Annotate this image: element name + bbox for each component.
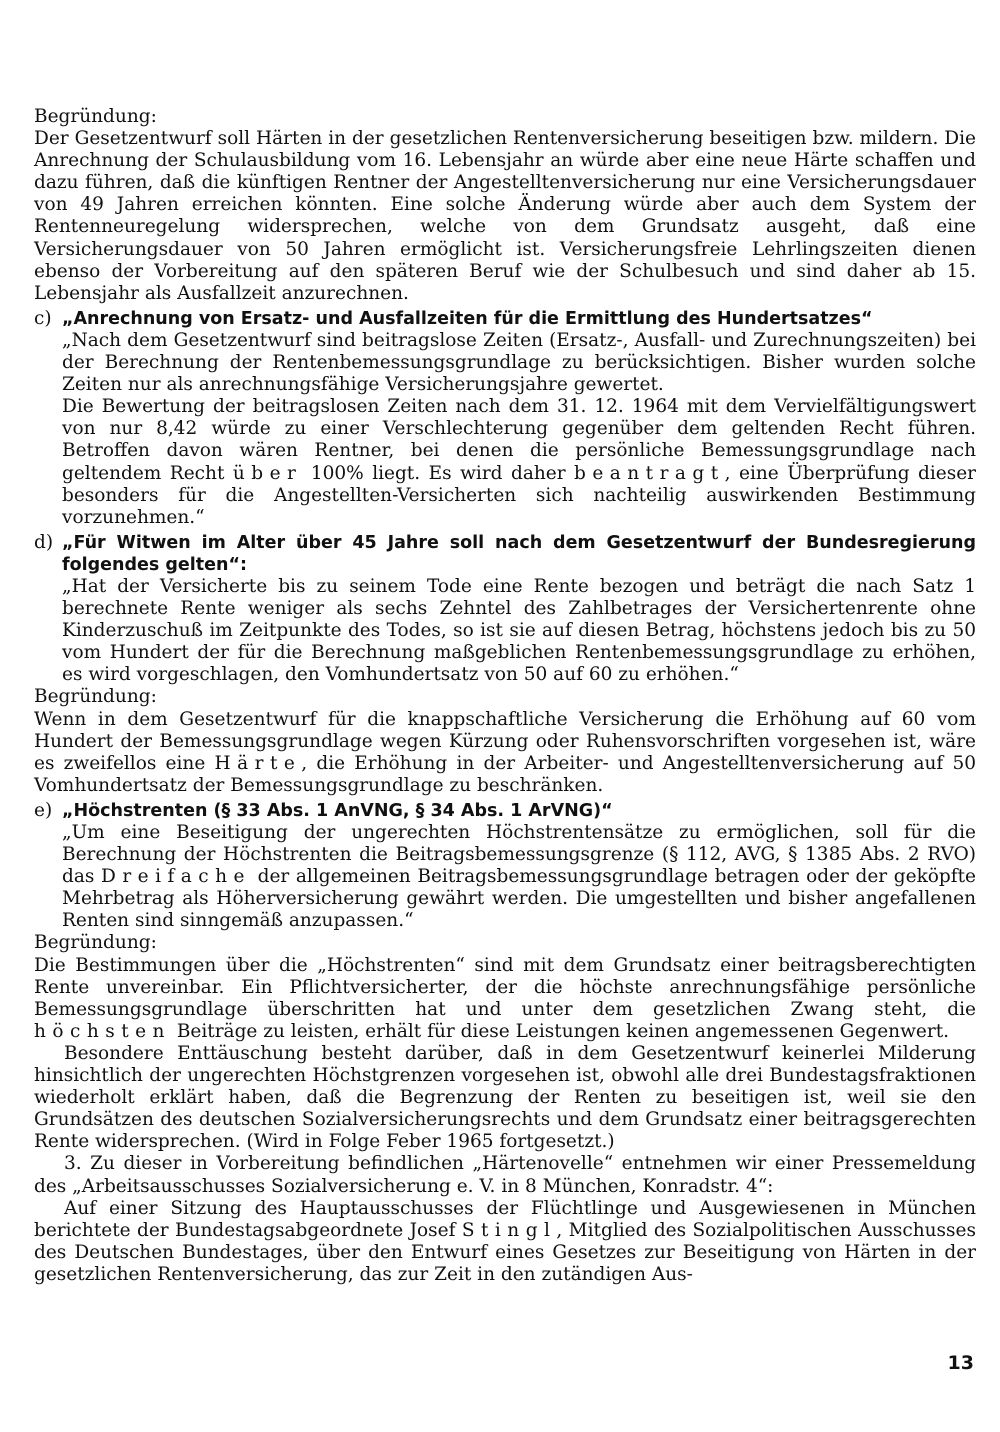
emph-ueber: über	[232, 462, 303, 484]
item-c-body	[62, 308, 976, 529]
item-c-quote-2b: 100% liegt. Es wird daher	[310, 462, 566, 484]
item-c-marker: c)	[34, 307, 52, 329]
item-d-body	[62, 532, 976, 687]
section-3-paragraph-1: 3. Zu dieser in Vorbereitung befindlichen „Härtenovelle“ entnehmen wir einer Pressemeldung des „Arbeitsausschusses Sozialversicherung e. V. in 8 München, Konradstr. 4“:	[34, 1153, 976, 1197]
item-c-quote-2c: , eine Überprüfung dieser besonders für die Angestellten-Versicherten sich nachteilig auswirkenden Bestimmung vorzunehmen.“	[62, 462, 977, 528]
item-e-marker: e)	[34, 799, 53, 821]
item-e-title: „Höchstrenten (§ 33 Abs. 1 AnVNG, § 34 Abs. 1 ArVNG)“	[62, 800, 613, 821]
begruendung-d-text-a: Wenn in dem Gesetzentwurf für die knappschaftliche Versicherung die Erhöhung auf 60 vom Hundert der Bemessungsgrundlage wegen Kürzung oder Ruhensvorschriften vorgesehen ist, wäre es zweifellos eine	[34, 708, 976, 774]
item-d-quote: „Hat der Versicherte bis zu seinem Tode eine Rente bezogen und beträgt die nach Satz 1 berechnete Rente weniger als sechs Zehntel des Zahlbetrages der Versichertenrente ohne Kinderzuschuß im Zeitpunkte des Todes, so ist sie auf diesen Betrag, höchstens jedoch bis zu 50 vom Hundert der für die Berechnung maßgeblichen Rentenbemessungsgrundlage zu erhöhen, es wird vorgeschlagen, den Vomhundertsatz von 50 auf 60 zu erhöhen.“	[62, 575, 976, 686]
emph-stingl: Stingl	[461, 1219, 557, 1241]
item-d-marker: d)	[34, 531, 54, 553]
continued-note: (Wird in Folge Feber 1965 fortgesetzt.)	[246, 1131, 615, 1153]
heading-begruendung-2: Begründung:	[34, 686, 157, 708]
section-3-paragraph-2a: Auf einer Sitzung des Hauptausschusses der Flüchtlinge und Ausgewiesenen in München berichtete der Bundestagsabgeordnete Josef	[34, 1197, 976, 1241]
begruendung-d-text	[34, 709, 976, 797]
list-item-c	[34, 308, 976, 529]
item-d-title: „Für Witwen im Alter über 45 Jahre soll nach dem Gesetzentwurf der Bundesregierung folgendes gelten“:	[62, 532, 976, 575]
begruendung-e-text	[34, 955, 976, 1043]
item-e-quote	[62, 822, 976, 932]
item-c-quote-2a: Die Bewertung der beitragslosen Zeiten nach dem 31. 12. 1964 mit dem Vervielfältigungswert von nur 8,42 würde zu einer Verschlechterung gegenüber dem geltenden Recht führen. Betroffen davon wären Rentner, bei denen die persönliche Bemessungsgrundlage nach geltendem Recht	[62, 396, 976, 484]
item-e-quote-a: „Um eine Beseitigung der ungerechten Höchstrentensätze zu ermöglichen, soll für die Berechnung der Höchstrenten die Beitragsbemessungsgrenze (§ 112, AVG, § 1385 Abs. 2 RVO) das	[62, 822, 976, 888]
item-e-quote-b: der allgemeinen Beitragsbemessungsgrundlage betragen oder der geköpfte Mehrbetrag als Höherversicherung gewährt werden. Die umgestellten und bisher angefallenen Renten sind sinngemäß anzupassen.“	[62, 866, 976, 932]
begruendung-e-paragraph-2-text: Besondere Enttäuschung besteht darüber, daß in dem Gesetzentwurf keinerlei Milderung hinsichtlich der ungerechten Höchstgrenzen vorgesehen ist, obwohl alle drei Bundestagsfraktionen wiederholt erklärt haben, daß die Begrenzung der Renten zu beseitigen ist, weil sie den Grundsätzen des deutschen Sozialversicherungsrechts und dem Grundsatz einer beitragsgerechten Rente widersprechen.	[34, 1042, 976, 1153]
begruendung-e-text-b: Beiträge zu leisten, erhält für diese Leistungen keinen angemessenen Gegenwert.	[176, 1020, 950, 1042]
emph-beantragt: beantragt	[574, 462, 725, 484]
section-3-paragraph-2b: , Mitglied des Sozialpolitischen Ausschusses des Deutschen Bundestages, über den Entwurf eines Gesetzes zur Beseitigung von Härten in der gesetzlichen Rentenversicherung, das zur Zeit in den zutändigen Aus-	[34, 1219, 976, 1285]
section-3-paragraph-2	[34, 1198, 976, 1286]
item-c-quote-2	[62, 396, 976, 529]
document-page	[34, 106, 976, 1286]
begruendung-e-paragraph-2	[34, 1043, 976, 1153]
emph-hoechsten: höchsten	[34, 1020, 171, 1042]
begruendung-d-text-b: , die Erhöhung in der Arbeiter- und Angestelltenversicherung auf 50 Vomhundertsatz der Bemessungsgrundlage zu beschränken.	[34, 752, 977, 796]
heading-begruendung-3: Begründung:	[34, 932, 157, 954]
list-item-e	[34, 800, 976, 933]
emph-haerte: Härte	[214, 752, 302, 774]
emph-dreifache: Dreifache	[101, 866, 251, 888]
page-number: 13	[947, 1352, 974, 1374]
item-e-body	[62, 800, 976, 933]
list-item-d	[34, 532, 976, 687]
heading-begruendung-1: Begründung:	[34, 106, 157, 127]
item-c-title: „Anrechnung von Ersatz- und Ausfallzeiten für die Ermittlung des Hundertsatzes“	[62, 308, 873, 329]
begruendung-e-text-a: Die Bestimmungen über die „Höchstrenten“ sind mit dem Grundsatz einer beitragsberechtigten Rente unvereinbar. Ein Pflichtversicherter, der die höchste anrechnungsfähige persönliche Bemessungsgrundlage überschritten hat und unter dem gesetzlichen Zwang steht, die	[34, 954, 976, 1020]
intro-paragraph: Der Gesetzentwurf soll Härten in der gesetzlichen Rentenversicherung beseitigen bzw. mildern. Die Anrechnung der Schulausbildung vom 16. Lebensjahr an würde aber eine neue Härte schaffen und dazu führen, daß die künftigen Rentner der Angestelltenversicherung nur eine Versicherungsdauer von 49 Jahren erreichen könnten. Eine solche Änderung würde aber auch dem System der Rentenneuregelung widersprechen, welche von dem Grundsatz ausgeht, daß eine Versicherungsdauer von 50 Jahren ermöglicht ist. Versicherungsfreie Lehrlingszeiten dienen ebenso der Vorbereitung auf den späteren Beruf wie der Schulbesuch und sind daher ab 15. Lebensjahr als Ausfallzeit anzurechnen.	[34, 128, 976, 304]
item-c-quote-1: „Nach dem Gesetzentwurf sind beitragslose Zeiten (Ersatz-, Ausfall- und Zurechnungszeiten) bei der Berechnung der Rentenbemessungsgrundlage zu berücksichtigen. Bisher wurden solche Zeiten nur als anrechnungsfähige Versicherungsjahre gewertet.	[62, 329, 976, 396]
